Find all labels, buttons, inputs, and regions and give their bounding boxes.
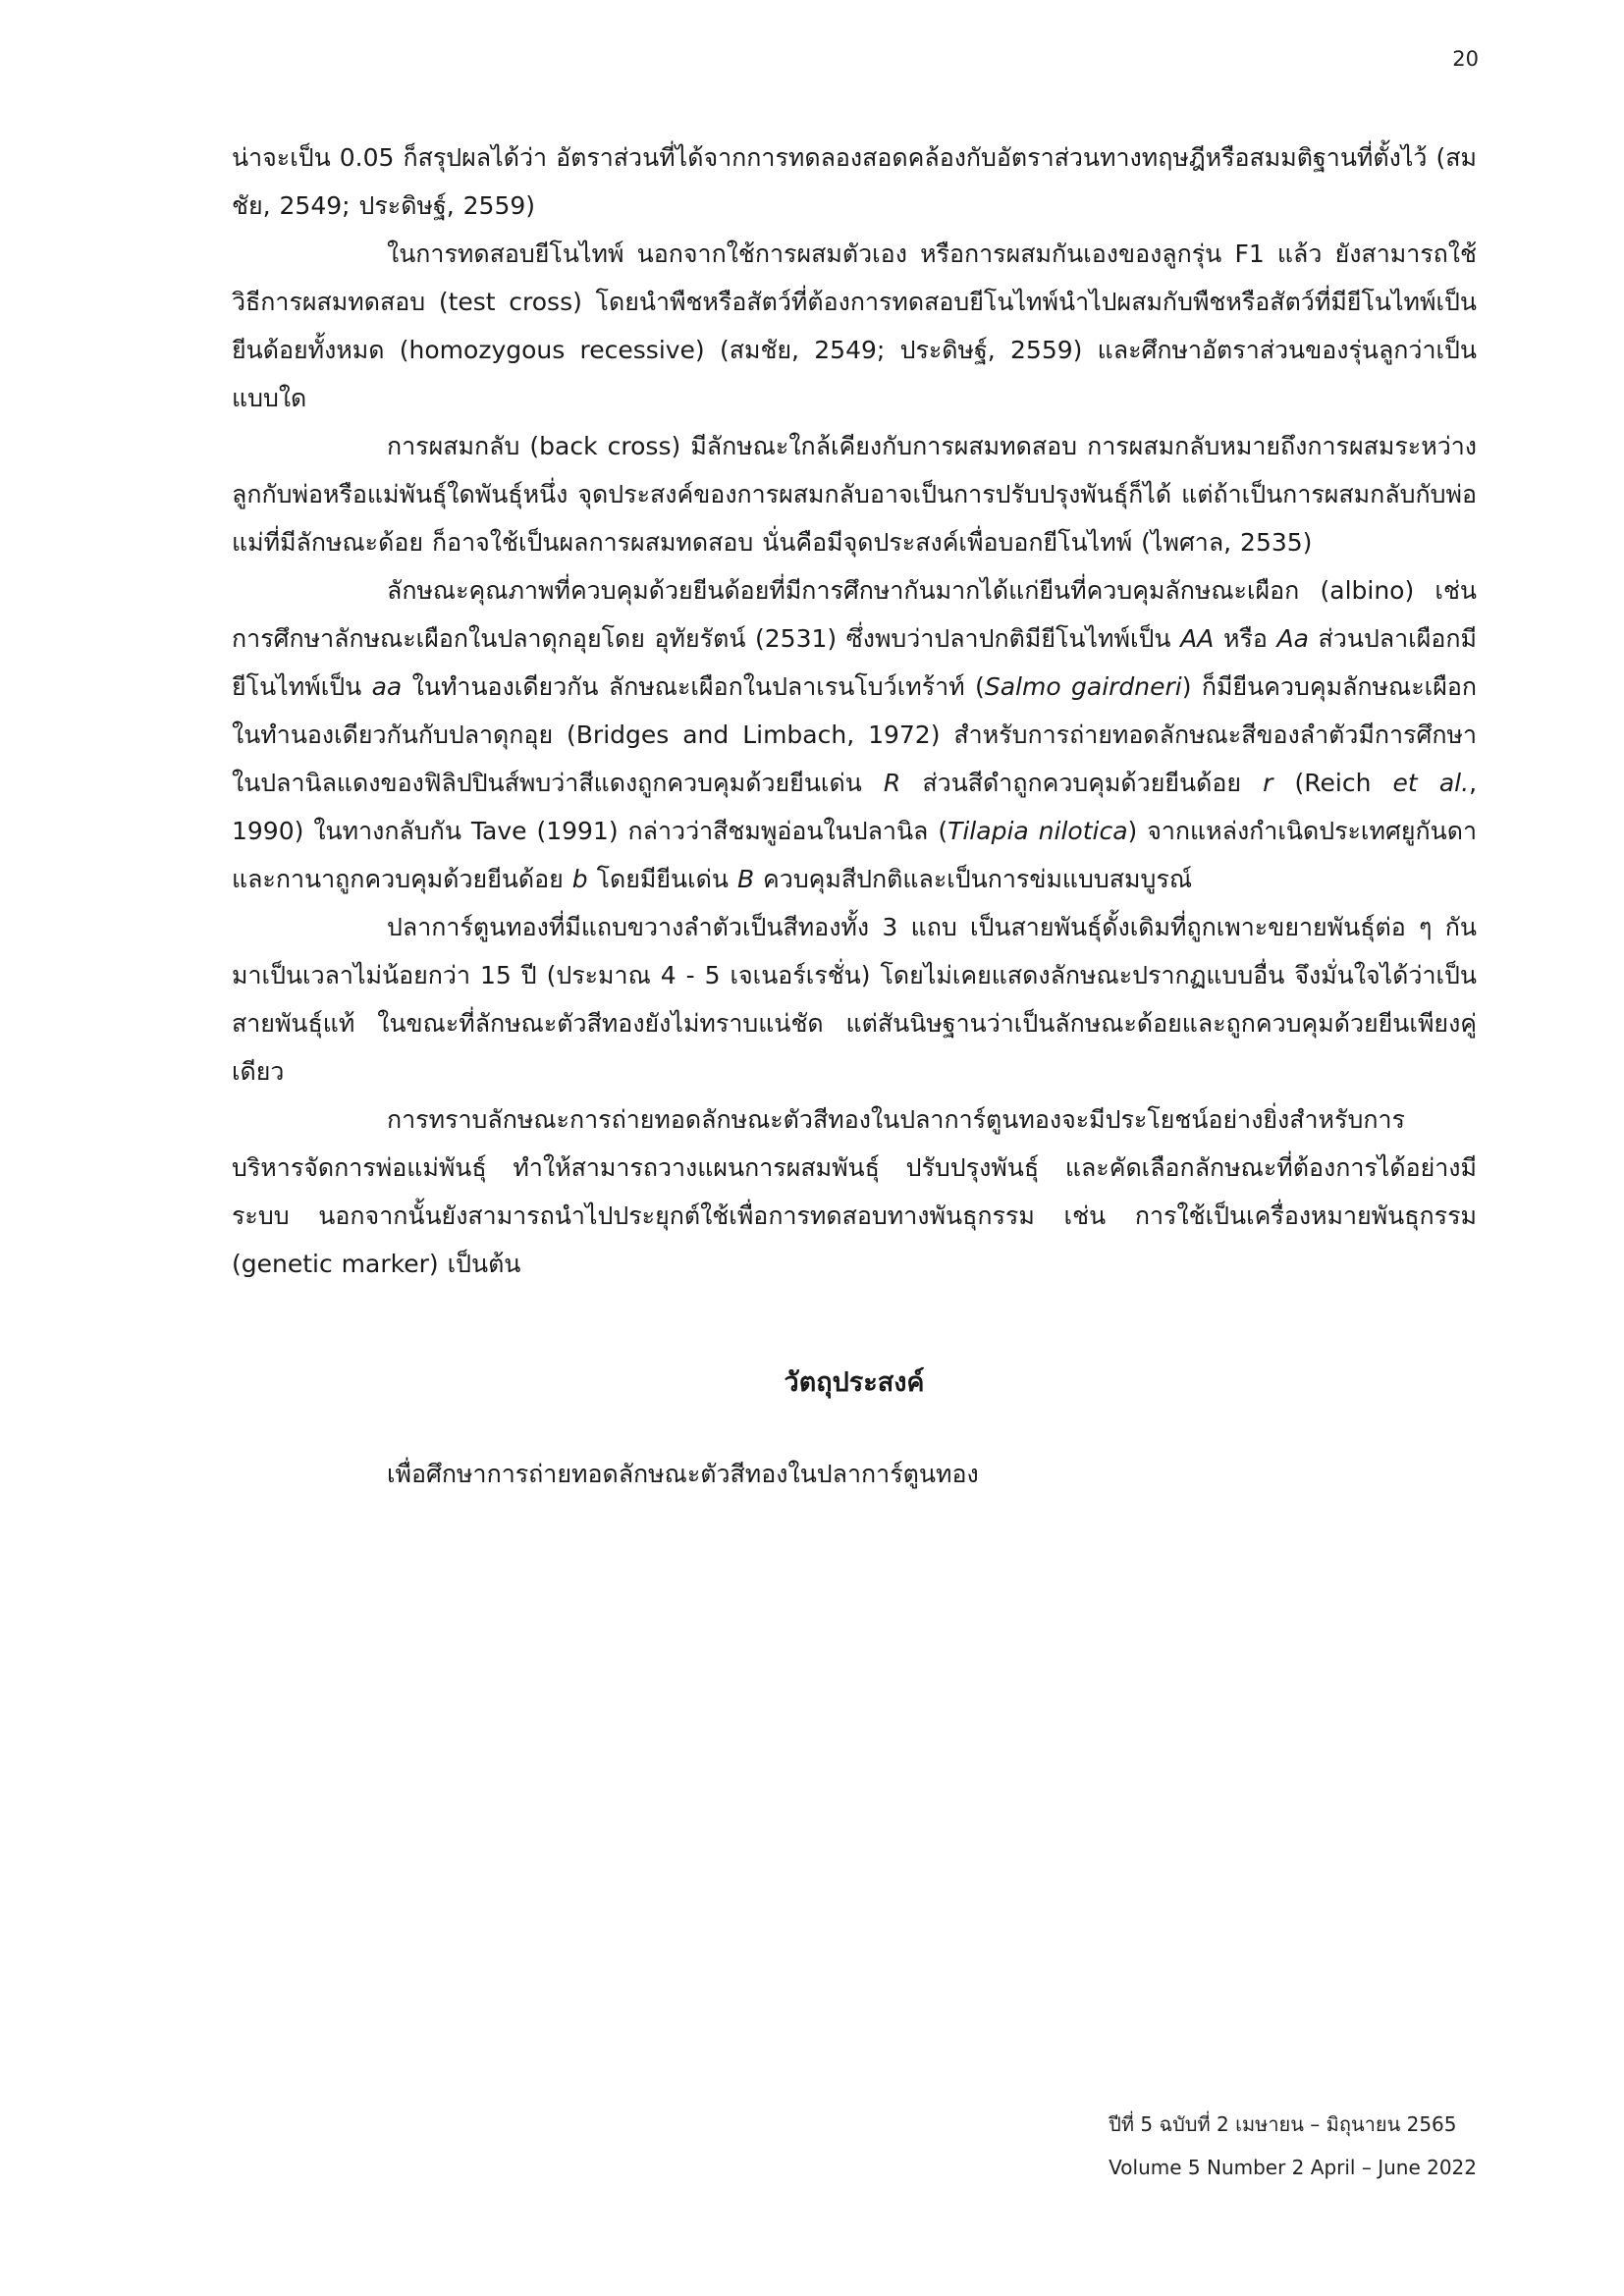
body-paragraph [232, 133, 1477, 230]
italic-term: Aa [1276, 624, 1309, 653]
footer-issue-english: Volume 5 Number 2 April – June 2022 [1109, 2156, 1477, 2179]
objective-text: เพื่อศึกษาการถ่ายทอดลักษณะตัวสีทองในปลาการ์ตูนทอง [387, 1460, 979, 1488]
journal-footer [1109, 2103, 1477, 2189]
text-run: , 1990) ในทางกลับกัน Tave (1991) กล่าวว่าสีชมพูอ่อนในปลานิล ( [232, 769, 1478, 845]
footer-issue-thai: ปีที่ 5 ฉบับที่ 2 เมษายน – มิถุนายน 2565 [1109, 2112, 1457, 2136]
text-run: หรือ [1214, 624, 1277, 653]
italic-term: Tilapia nilotica [947, 817, 1128, 845]
italic-term: et al. [1392, 769, 1470, 797]
italic-term: B [736, 865, 755, 893]
text-run: ) จากแหล่งกำเนิดประเทศยูกันดาและกานาถูกควบคุมด้วยยีนด้อย [232, 817, 1477, 893]
italic-term: R [883, 769, 901, 797]
italic-term: r [1263, 769, 1273, 797]
italic-term: AA [1180, 624, 1215, 653]
article-body [232, 133, 1477, 1498]
text-run: โดยมียีนเด่น [587, 865, 737, 893]
body-paragraph [232, 566, 1477, 903]
text-run: ) ก็มียีนควบคุมลักษณะเผือกในทำนองเดียวกันกับปลาดุกอุย (Bridges and Limbach, 1972) สำหรับการถ่ายทอดลักษณะสีของลำตัวมีการศึกษาในปลานิลแดงของฟิลิปปินส์พบว่าสีแดงถูกควบคุมด้วยยีนเด่น [232, 672, 1477, 797]
text-run: ควบคุมสีปกติและเป็นการข่มแบบสมบูรณ์ [754, 865, 1193, 893]
italic-term: aa [371, 672, 403, 701]
body-paragraph [232, 1095, 1477, 1288]
text-run: การผสมกลับ (back cross) มีลักษณะใกล้เคียงกับการผสมทดสอบ การผสมกลับหมายถึงการผสมระหว่างลูกกับพ่อหรือแม่พันธุ์ใดพันธุ์หนึ่ง จุดประสงค์ของการผสมกลับอาจเป็นการปรับปรุงพันธุ์ก็ได้ แต่ถ้าเป็นการผสมกลับกับพ่อแม่ที่มีลักษณะด้อย ก็อาจใช้เป็นผลการผสมทดสอบ นั่นคือมีจุดประสงค์เพื่อบอกยีโนไทพ์ (ไพศาล, 2535) [232, 432, 1477, 557]
text-run: น่าจะเป็น 0.05 ก็สรุปผลได้ว่า อัตราส่วนที่ได้จากการทดลองสอดคล้องกับอัตราส่วนทางทฤษฎีหรือสมมติฐานที่ตั้งไว้ (สมชัย, 2549; ประดิษฐ์, 2559) [232, 143, 1477, 220]
text-run: ส่วนสีดำถูกควบคุมด้วยยีนด้อย [900, 769, 1264, 797]
body-paragraphs [232, 133, 1477, 1288]
text-run: ในการทดสอบยีโนไทพ์ นอกจากใช้การผสมตัวเอง หรือการผสมกันเองของลูกรุ่น F1 แล้ว ยังสามารถใช้วิธีการผสมทดสอบ (test cross) โดยนำพืชหรือสัตว์ที่ต้องการทดสอบยีโนไทพ์นำไปผสมกับพืชหรือสัตว์ที่มียีโนไทพ์เป็นยีนด้อยทั้งหมด (homozygous recessive) (สมชัย, 2549; ประดิษฐ์, 2559) และศึกษาอัตราส่วนของรุ่นลูกว่าเป็นแบบใด [232, 240, 1477, 412]
page-number: 20 [1452, 47, 1479, 71]
text-run: ปลาการ์ตูนทองที่มีแถบขวางลำตัวเป็นสีทองทั้ง 3 แถบ เป็นสายพันธุ์ดั้งเดิมที่ถูกเพาะขยายพันธุ์ต่อ ๆ กันมาเป็นเวลาไม่น้อยกว่า 15 ปี (ประมาณ 4 - 5 เจเนอร์เรชั่น) โดยไม่เคยแสดงลักษณะปรากฏแบบอื่น จึงมั่นใจได้ว่าเป็นสายพันธุ์แท้ ในขณะที่ลักษณะตัวสีทองยังไม่ทราบแน่ชัด แต่สันนิษฐานว่าเป็นลักษณะด้อยและถูกควบคุมด้วยยีนเพียงคู่เดียว [232, 913, 1477, 1086]
body-paragraph [232, 230, 1477, 422]
italic-term: Salmo gairdneri [984, 672, 1182, 701]
text-run: ลักษณะคุณภาพที่ควบคุมด้วยยีนด้อยที่มีการศึกษากันมากได้แก่ยีนที่ควบคุมลักษณะเผือก (albino) เช่น การศึกษาลักษณะเผือกในปลาดุกอุยโดย อุทัยรัตน์ (2531) ซึ่งพบว่าปลาปกติมียีโนไทพ์เป็น [232, 576, 1477, 653]
italic-term: b [571, 865, 588, 893]
body-paragraph [232, 422, 1477, 566]
text-run: (Reich [1272, 769, 1393, 797]
section-heading-objectives: วัตถุประสงค์ [784, 1367, 925, 1398]
body-paragraph [232, 903, 1477, 1095]
text-run: ส่วนปลาเผือกมียีโนไทพ์เป็น [232, 624, 1477, 701]
text-run: ในทำนองเดียวกัน ลักษณะเผือกในปลาเรนโบว์เทร้าท์ ( [402, 672, 985, 701]
text-run: การทราบลักษณะการถ่ายทอดลักษณะตัวสีทองในปลาการ์ตูนทองจะมีประโยชน์อย่างยิ่งสำหรับการบริหารจัดการพ่อแม่พันธุ์ ทำให้สามารถวางแผนการผสมพันธุ์ ปรับปรุงพันธุ์ และคัดเลือกลักษณะที่ต้องการได้อย่างมีระบบ นอกจากนั้นยังสามารถนำไปประยุกต์ใช้เพื่อการทดสอบทางพันธุกรรม เช่น การใช้เป็นเครื่องหมายพันธุกรรม (genetic marker) เป็นต้น [232, 1105, 1477, 1278]
